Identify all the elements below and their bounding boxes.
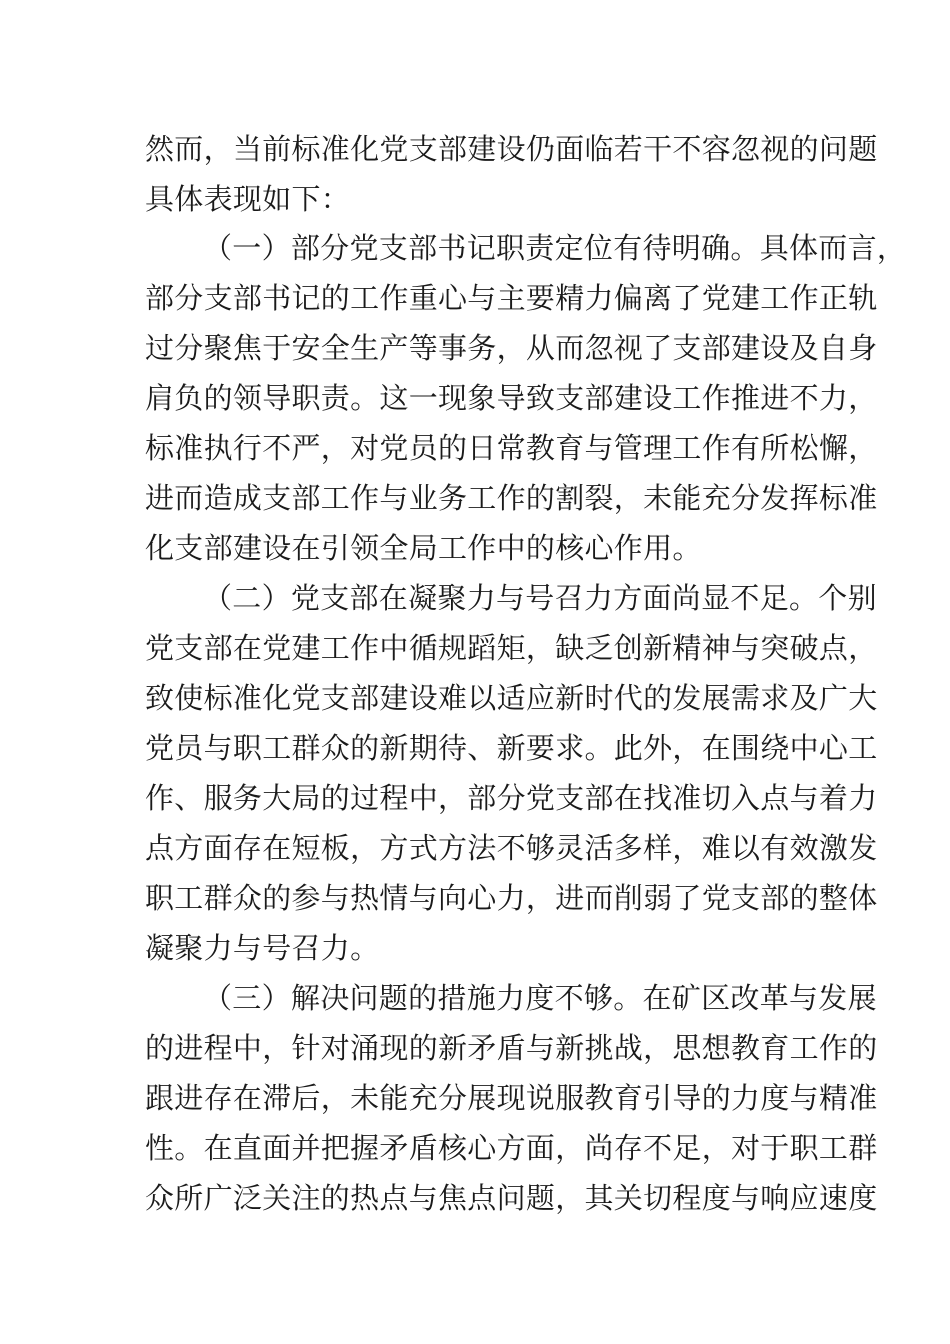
text-line: 进而造成支部工作与业务工作的割裂，未能充分发挥标准	[145, 481, 878, 515]
paragraph-1-heading: （一）部分党支部书记职责定位有待明确。具体而言，	[203, 231, 907, 265]
text-line: 凝聚力与号召力。	[145, 931, 380, 965]
text-line: 肩负的领导职责。这一现象导致支部建设工作推进不力，	[145, 381, 878, 415]
text-line: 然而，当前标准化党支部建设仍面临若干不容忽视的问题	[145, 132, 878, 166]
text-line: 党员与职工群众的新期待、新要求。此外，在围绕中心工	[145, 731, 878, 765]
text-line: 跟进存在滞后，未能充分展现说服教育引导的力度与精准	[145, 1081, 878, 1115]
text-line: 过分聚焦于安全生产等事务，从而忽视了支部建设及自身	[145, 331, 878, 365]
text-line: 化支部建设在引领全局工作中的核心作用。	[145, 531, 702, 565]
text-line: 的进程中，针对涌现的新矛盾与新挑战，思想教育工作的	[145, 1031, 878, 1065]
paragraph-3-heading: （三）解决问题的措施力度不够。在矿区改革与发展	[203, 981, 877, 1015]
text-line: 具体表现如下：	[145, 182, 351, 216]
text-line: 标准执行不严，对党员的日常教育与管理工作有所松懈，	[145, 431, 878, 465]
text-line: 性。在直面并把握矛盾核心方面，尚存不足，对于职工群	[145, 1131, 878, 1165]
text-line: 众所广泛关注的热点与焦点问题，其关切程度与响应速度	[145, 1181, 878, 1215]
text-line: 部分支部书记的工作重心与主要精力偏离了党建工作正轨	[145, 281, 878, 315]
text-line: 点方面存在短板，方式方法不够灵活多样，难以有效激发	[145, 831, 878, 865]
text-line: 致使标准化党支部建设难以适应新时代的发展需求及广大	[145, 681, 878, 715]
text-line: 职工群众的参与热情与向心力，进而削弱了党支部的整体	[145, 881, 878, 915]
paragraph-2-heading: （二）党支部在凝聚力与号召力方面尚显不足。个别	[203, 581, 877, 615]
text-line: 党支部在党建工作中循规蹈矩，缺乏创新精神与突破点，	[145, 631, 878, 665]
text-line: 作、服务大局的过程中，部分党支部在找准切入点与着力	[145, 781, 878, 815]
